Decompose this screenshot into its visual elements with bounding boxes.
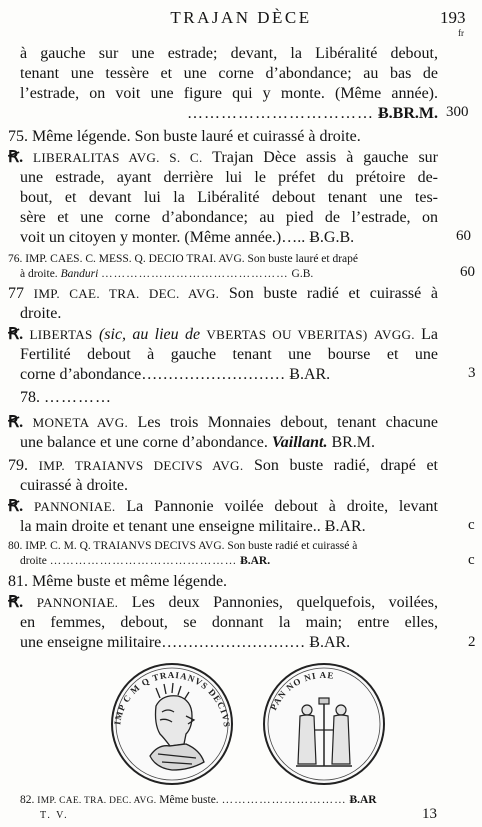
- reverse-mark: Ꞧ.: [8, 326, 24, 343]
- entry-number: 81.: [8, 573, 28, 590]
- entry75-reverse-line2: une estrade, ayant derrière lui le préfet du prétoire de-: [20, 169, 438, 186]
- obverse-text: droite: [20, 555, 47, 567]
- reverse-legend: LIBERTAS: [29, 327, 93, 342]
- obverse-text: à droite.: [20, 268, 58, 280]
- source-ref: Ƀ.AR.: [240, 555, 271, 567]
- entry76-line1: [8, 251, 438, 267]
- entry82-line: [20, 792, 440, 809]
- source-ref: Ƀ.AR: [349, 794, 377, 806]
- entry74-line2: tenant une tessère et une corne d’abondance; au bas de: [20, 65, 438, 82]
- entry79-obverse-line1: [8, 456, 438, 476]
- entry-number: 82.: [20, 794, 35, 806]
- volume-signature: T. V.: [40, 810, 69, 821]
- two-pannonias-figures: [296, 698, 352, 766]
- sic-note: (sic, au lieu de: [98, 326, 201, 343]
- author-ref: Banduri: [60, 268, 99, 280]
- leader-dots: ………………………………………: [101, 268, 289, 280]
- reverse-text: une balance et une corne d’abondance.: [20, 434, 268, 451]
- obverse-text: Même buste.: [159, 794, 219, 806]
- obverse-legend-text: IMP C M Q TRAIANVS DECIVS: [112, 669, 233, 729]
- reverse-legend: PANNONIAE.: [33, 499, 116, 514]
- legend-suffix: AVGG.: [373, 327, 415, 342]
- rating: 60: [460, 264, 475, 280]
- entry74-line4: [20, 104, 438, 124]
- entry80-line1: [8, 538, 438, 554]
- leader-dots: …………: [44, 389, 112, 406]
- obverse-text: Même buste et même légende.: [32, 573, 228, 590]
- obverse-coin: [100, 658, 232, 784]
- reverse-legend: LIBERALITAS AVG. S. C.: [33, 150, 203, 165]
- source-ref: BR.M.: [331, 434, 376, 451]
- entry77-reverse-line1: [8, 325, 438, 345]
- coin-svg: [100, 658, 390, 788]
- obverse-text: Son buste radié, drapé et: [253, 457, 438, 474]
- obverse-text: IMP. CAES. C. MESS. Q. DECIO TRAI. AVG. Son buste lauré et drapé: [25, 253, 359, 265]
- obverse-legend: IMP. CAE. TRA. DEC. AVG.: [37, 796, 157, 806]
- reverse-text: La Pannonie voilée debout à droite, levant: [126, 498, 438, 515]
- entry-number: 77: [8, 285, 24, 302]
- entry77-obverse-line1: [8, 284, 438, 304]
- entry74-line3: l’estrade, on voit une figure qui y monte. (Même année).: [20, 85, 438, 102]
- leader-dots: …………………………: [221, 794, 347, 806]
- entry77-reverse-line2: Fertilité debout à gauche tenant une bourse et une: [20, 346, 438, 363]
- author-ref: Vaillant.: [271, 434, 328, 451]
- entry81-reverse-line3: une enseigne militaire……………………… Ƀ.AR.: [20, 634, 351, 651]
- entry-number: 79.: [8, 457, 28, 474]
- entry75-reverse-line1: [8, 148, 438, 168]
- obverse-text: IMP. C. M. Q. TRAIANVS DECIVS AVG. Son buste radié et cuirassé à: [25, 540, 358, 552]
- entry75-obverse: [8, 127, 438, 147]
- entry81-obverse: [8, 572, 438, 592]
- reverse-mark: Ꞧ.: [8, 498, 24, 515]
- page-number: 193: [440, 8, 466, 27]
- entry75-reverse-line4: sère et une corne d’abondance; au pied de l’estrade, on: [20, 209, 438, 226]
- reverse-text: La: [421, 326, 438, 343]
- entry-number: 75.: [8, 128, 28, 145]
- entry79-obverse-line2: cuirassé à droite.: [20, 477, 128, 494]
- signature-number: 13: [422, 806, 437, 822]
- entry78-line1: [20, 388, 438, 408]
- reverse-legend: PANNONIAE.: [36, 595, 119, 610]
- coin-illustrations: [100, 658, 390, 793]
- entry77-obverse-line2: droite.: [20, 305, 62, 322]
- reverse-text: Les trois Monnaies debout, tenant chacune: [137, 414, 438, 431]
- rating: 60: [456, 228, 471, 244]
- entry74-line1: à gauche sur une estrade; devant, la Libéralité debout,: [20, 45, 438, 62]
- entry75-reverse-line5: voit un citoyen y monter. (Même année.)….. Ƀ.G.B.: [20, 229, 355, 246]
- obverse-legend: IMP. CAE. TRA. DEC. AVG.: [33, 286, 220, 301]
- rating: c: [468, 552, 475, 568]
- reverse-mark: Ꞧ.: [8, 594, 24, 611]
- entry79-reverse-line1: [8, 497, 438, 517]
- page-title: TRAJAN DÈCE: [170, 8, 312, 27]
- entry79-reverse-line2: la main droite et tenant une enseigne militaire.. Ƀ.AR.: [20, 518, 366, 535]
- reverse-coin: [264, 664, 384, 784]
- rating: c: [468, 517, 475, 533]
- entry77-reverse-line3: corne d’abondance……………………… Ƀ.AR.: [20, 366, 331, 383]
- entry81-reverse-line1: [8, 593, 438, 613]
- reverse-legend: MONETA AVG.: [32, 415, 129, 430]
- page-mark: fr: [458, 28, 464, 38]
- entry-number: 76.: [8, 253, 23, 265]
- reverse-mark: Ꞧ.: [8, 149, 24, 166]
- obverse-text: Même légende. Son buste lauré et cuirassé à droite.: [32, 128, 361, 145]
- rating: 2: [468, 634, 476, 650]
- entry-number: 78.: [20, 389, 40, 406]
- source-ref: G.B.: [291, 268, 314, 280]
- obverse-legend: IMP. TRAIANVS DECIVS AVG.: [38, 458, 244, 473]
- reverse-legend-text: PAN NO NI AE: [268, 669, 336, 712]
- reverse-text: Trajan Dèce assis à gauche sur: [212, 149, 438, 166]
- reverse-mark: Ꞧ.: [8, 414, 24, 431]
- entry78-reverse-line2: [20, 433, 438, 453]
- alt-legend: VBERTAS OU VBERITAS): [206, 327, 368, 342]
- rating: 300: [446, 104, 469, 120]
- entry81-reverse-line2: en femmes, debout, se donnant la main; entre elles,: [20, 614, 438, 631]
- source-ref: Ƀ.BR.M.: [378, 105, 438, 122]
- entry-number: 80.: [8, 540, 23, 552]
- entry78-reverse-line1: [8, 413, 438, 433]
- entry75-reverse-line3: bout, et devant lui la Libéralité debout tenant une tes-: [20, 189, 438, 206]
- rating: 3: [468, 365, 476, 381]
- leader-dots: ………………………………………: [49, 555, 238, 567]
- entry80-line2: [20, 553, 438, 569]
- reverse-text: Les deux Pannonies, quelquefois, voilées,: [131, 594, 438, 611]
- entry76-line2: [20, 266, 438, 282]
- leader-dots: ……………………………: [187, 105, 374, 122]
- obverse-text: Son buste radié et cuirassé à: [228, 285, 438, 302]
